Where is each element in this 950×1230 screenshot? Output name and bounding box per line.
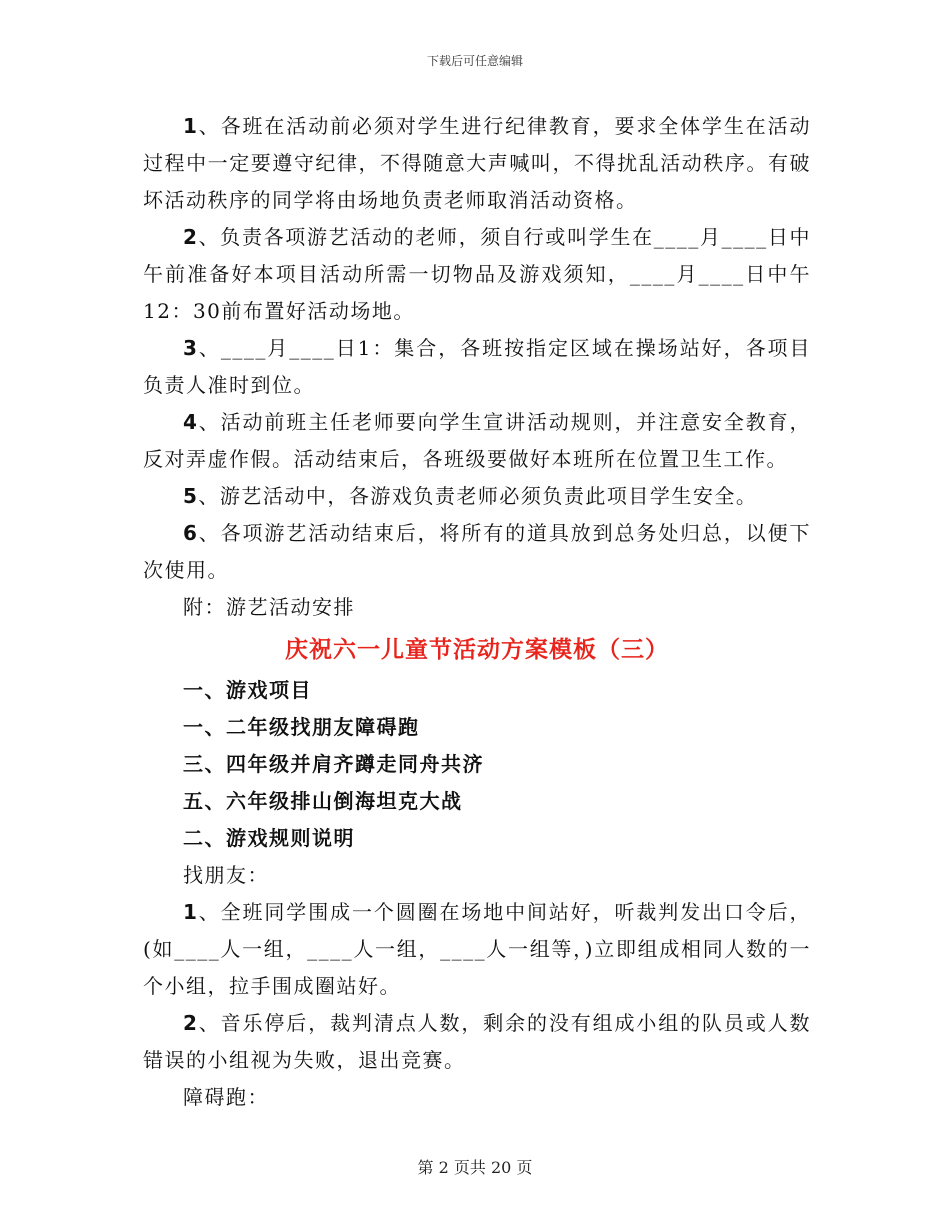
obstacle-label: 障碍跑： [183, 1085, 269, 1109]
game-item-1: 一、二年级找朋友障碍跑 [183, 715, 420, 739]
rule-item-5 [143, 478, 811, 515]
item-text: 、各班在活动前必须对学生进行纪律教育，要求全体学生在活动过程中一定要遵守纪律，不得随意大声喊叫，不得扰乱活动秩序。有破坏活动秩序的同学将由场地负责老师取消活动资格。 [143, 114, 811, 212]
item-number: 4 [183, 410, 199, 434]
header-note: 下载后可任意编辑 [426, 54, 523, 68]
game-item-3: 五、六年级排山倒海坦克大战 [183, 789, 463, 813]
item-text: 、____月____日1：集合，各班按指定区域在操场站好，各项目负责人准时到位。 [143, 336, 811, 397]
item-text: 、各项游艺活动结束后，将所有的道具放到总务处归总，以便下次使用。 [143, 521, 811, 582]
game-item-2: 三、四年级并肩齐蹲走同舟共济 [183, 752, 484, 776]
rule-item-3 [143, 330, 811, 404]
rule-item-2 [143, 219, 811, 330]
game-heading-1: 一、游戏项目 [183, 678, 312, 702]
rule-item-1 [143, 108, 811, 219]
item-text: 、活动前班主任老师要向学生宣讲活动规则，并注意安全教育，反对弄虚作假。活动结束后，各班级要做好本班所在位置卫生工作。 [143, 410, 811, 471]
rule-item-4 [143, 404, 811, 478]
friend-label: 找朋友： [183, 863, 269, 887]
item-number: 6 [183, 521, 199, 545]
friend-rule-1 [143, 894, 811, 1005]
document-body [143, 108, 811, 1116]
item-number: 1 [183, 900, 199, 924]
item-text: 、游艺活动中，各游戏负责老师必须负责此项目学生安全。 [198, 484, 758, 508]
friend-rule-2 [143, 1005, 811, 1079]
item-number: 1 [183, 114, 199, 138]
section-title: 庆祝六一儿童节活动方案模板（三） [285, 636, 669, 663]
page-footer: 第 2 页共 20 页 [417, 1158, 533, 1177]
game-heading-2: 二、游戏规则说明 [183, 826, 355, 850]
item-number: 3 [183, 336, 199, 360]
item-number: 5 [183, 484, 199, 508]
item-text: 、全班同学围成一个圆圈在场地中间站好，听裁判发出口令后，(如____人一组，____人一组，____人一组等，)立即组成相同人数的一个小组，拉手围成圈站好。 [143, 900, 811, 998]
appendix-line: 附：游艺活动安排 [183, 595, 355, 619]
item-text: 、音乐停后，裁判清点人数，剩余的没有组成小组的队员或人数错误的小组视为失败，退出竞赛。 [143, 1011, 811, 1072]
item-number: 2 [183, 225, 199, 249]
item-text: 、负责各项游艺活动的老师，须自行或叫学生在____月____日中午前准备好本项目活动所需一切物品及游戏须知，____月____日中午12：30前布置好活动场地。 [143, 225, 811, 323]
item-number: 2 [183, 1011, 199, 1035]
rule-item-6 [143, 515, 811, 589]
